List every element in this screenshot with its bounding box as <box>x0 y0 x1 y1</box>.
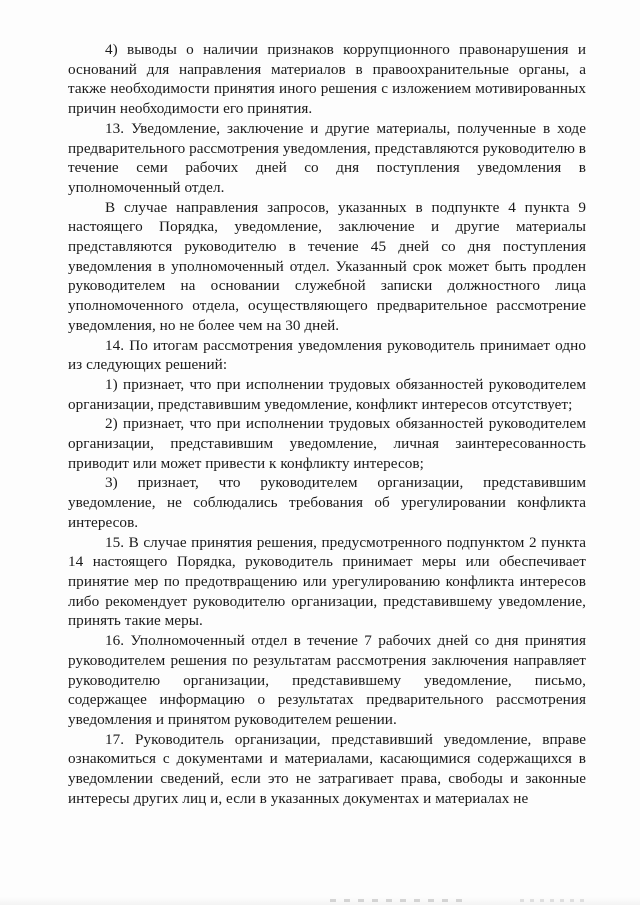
scan-artifact-marks-right <box>520 899 590 902</box>
paragraph-16-notification: 16. Уполномоченный отдел в течение 7 рабочих дней со дня принятия руководителем решения по результатам рассмотрения заключения направляет руководителю организации, представившему уведомление, письмо, содержащее информацию о результатах предварительного рассмотрения уведомления и принятом руководителем решении. <box>68 632 586 728</box>
scan-artifact-marks <box>330 899 470 902</box>
paragraph-14-decisions: 14. По итогам рассмотрения уведомления руководитель принимает одно из следующих решений: <box>68 336 586 374</box>
paragraph-decision-1: 1) признает, что при исполнении трудовых обязанностей руководителем организации, представившим уведомление, конфликт интересов отсутствует; <box>68 375 586 413</box>
paragraph-decision-3: 3) признает, что руководителем организации, представившим уведомление, не соблюдались требования об урегулировании конфликта интересов. <box>68 474 586 531</box>
paragraph-17-familiarization: 17. Руководитель организации, представивший уведомление, вправе ознакомиться с документами и материалами, касающимися содержащихся в уведомлении сведений, если это не затрагивает права, свободы и законные интересы других лиц и, если в указанных документах и материалах не <box>68 730 586 807</box>
paragraph-item-4-conclusions: 4) выводы о наличии признаков коррупционного правонарушения и оснований для направления материалов в правоохранительные органы, а также необходимости принятия иного решения с изложением мотивированных причин необходимости его принятия. <box>68 41 586 118</box>
document-body <box>68 40 586 808</box>
paragraph-13-submission: 13. Уведомление, заключение и другие материалы, полученные в ходе предварительного рассмотрения уведомления, представляются руководителю в течение семи рабочих дней со дня поступления уведомления в уполномоченный отдел. <box>68 119 586 196</box>
paragraph-15-measures: 15. В случае принятия решения, предусмотренного подпунктом 2 пункта 14 настоящего Порядка, руководитель принимает меры или обеспечивает принятие мер по предотвращению или урегулированию конфликта интересов либо рекомендует руководителю организации, представившему уведомление, принять такие меры. <box>68 533 586 630</box>
paragraph-requests-deadline: В случае направления запросов, указанных в подпункте 4 пункта 9 настоящего Порядка, уведомление, заключение и другие материалы представляются руководителю в течение 45 дней со дня поступления уведомления в уполномоченный отдел. Указанный срок может быть продлен руководителем на основании служебной записки должностного лица уполномоченного отдела, осуществляющего предварительное рассмотрение уведомления, но не более чем на 30 дней. <box>68 198 586 334</box>
paragraph-decision-2: 2) признает, что при исполнении трудовых обязанностей руководителем организации, представившим уведомление, личная заинтересованность приводит или может привести к конфликту интересов; <box>68 415 586 472</box>
